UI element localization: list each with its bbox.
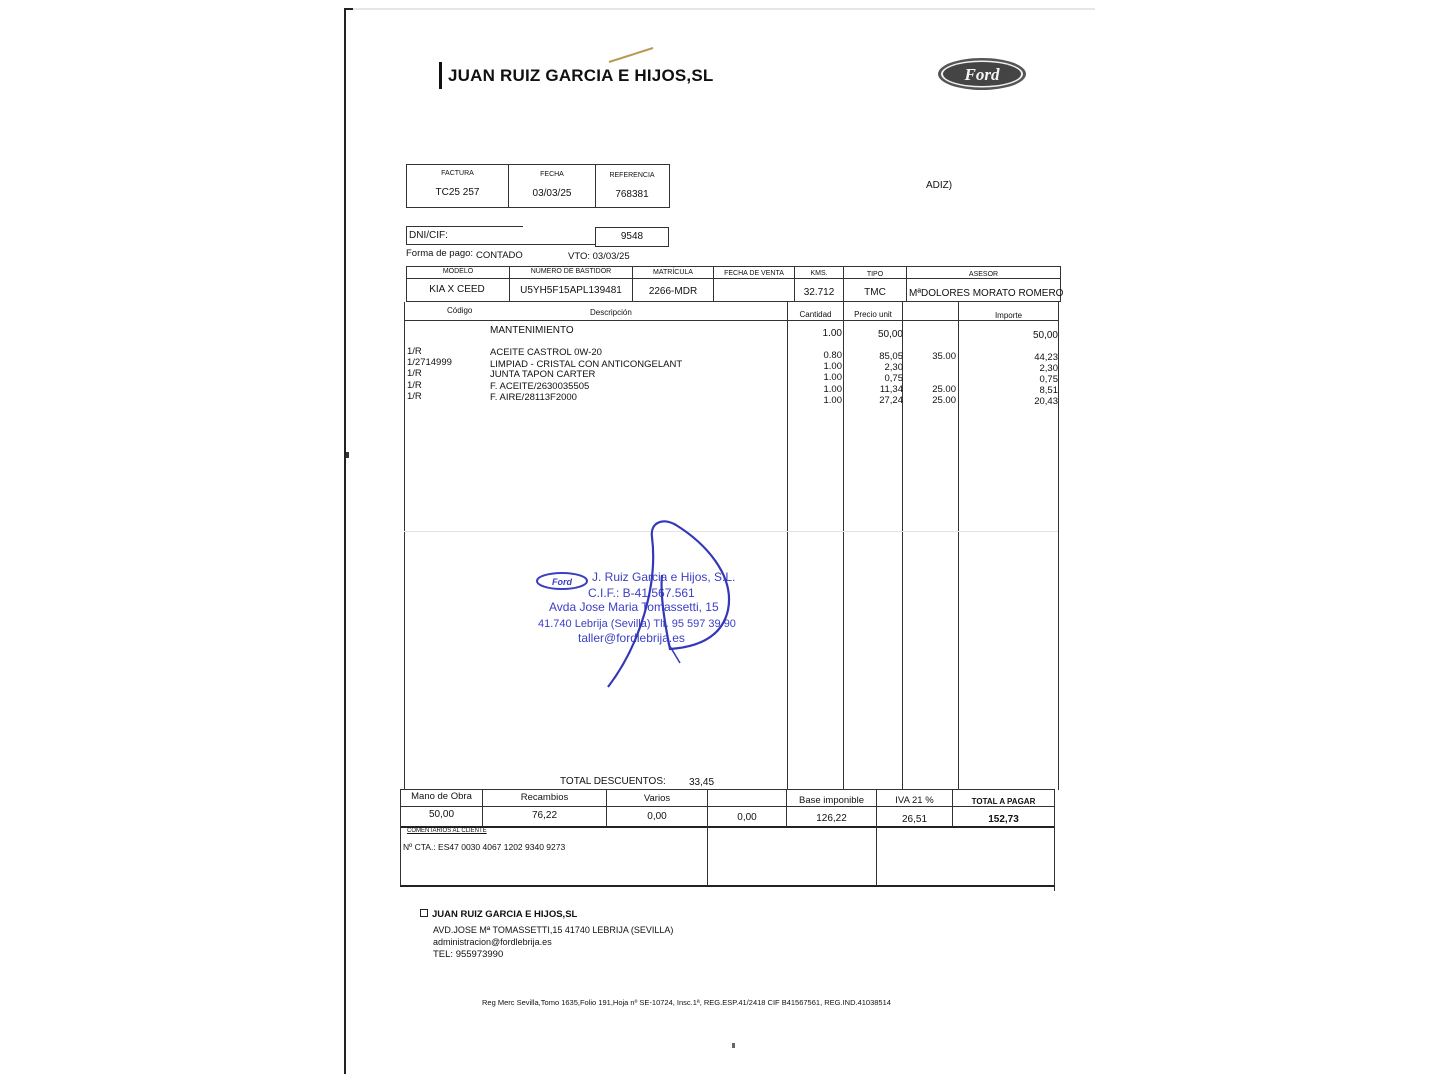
line-description: F. AIRE/28113F2000: [490, 392, 577, 403]
client-address-fragment: ADIZ): [926, 180, 953, 191]
line-description: ACEITE CASTROL 0W-20: [490, 347, 602, 358]
vehicle-sale-date-header: FECHA DE VENTA: [724, 270, 784, 277]
footer-email: administracion@fordlebrija.es: [433, 937, 552, 947]
line-description: LIMPIAD - CRISTAL CON ANTICONGELANT: [490, 359, 683, 370]
total-due-value: 152,73: [988, 814, 1019, 825]
vehicle-table-top: [406, 266, 1061, 267]
stamp-line: 41.740 Lebrija (Sevilla) Tlf. 95 597 39 90: [538, 618, 736, 630]
pencil-mark: [605, 44, 657, 66]
payment-method: CONTADO: [476, 250, 523, 261]
vehicle-table-header-line: [406, 278, 1061, 279]
lines-header-line: [404, 320, 1059, 321]
line-discount: 35.00: [932, 351, 956, 362]
ford-logo-text: Ford: [964, 65, 1000, 84]
parts-label: Recambios: [520, 792, 569, 803]
invoice-reference-label: REFERENCIA: [609, 172, 655, 179]
header-divider: [439, 62, 442, 89]
vat-label: IVA 21 %: [895, 795, 934, 806]
vehicle-plate: 2266-MDR: [648, 286, 698, 297]
invoice-number-label: FACTURA: [441, 170, 474, 177]
divider: [707, 789, 708, 886]
scan-mark: [346, 452, 349, 458]
line-description: JUNTA TAPON CARTER: [490, 369, 596, 380]
vehicle-chassis: U5YH5F15APL139481: [520, 285, 622, 296]
line-amount: 8,51: [1039, 385, 1058, 396]
payment-due-date: VTO: 03/03/25: [568, 251, 630, 262]
vehicle-table-bottom: [406, 301, 1061, 302]
vehicle-advisor: MªDOLORES MORATO ROMERO: [909, 288, 1064, 299]
line-discount: 25.00: [932, 395, 956, 406]
footer-company: JUAN RUIZ GARCIA E HIJOS,SL: [432, 909, 578, 920]
dni-line-top: [406, 226, 523, 227]
company-stamp: [530, 515, 760, 690]
line-code: 1/2714999: [407, 357, 452, 368]
misc-value: 0,00: [647, 811, 667, 822]
line-description: F. ACEITE/2630035505: [490, 381, 590, 392]
line-quantity: 1.00: [823, 384, 842, 395]
line-code: 1/R: [407, 380, 422, 391]
line-quantity: 1.00: [823, 372, 842, 383]
discounts-label: TOTAL DESCUENTOS:: [560, 776, 666, 787]
misc-label: Varios: [643, 793, 671, 804]
totals-left-border: [400, 789, 401, 886]
line-description: MANTENIMIENTO: [490, 325, 574, 336]
amount-column-line: [958, 302, 959, 790]
scan-mark: [732, 1043, 735, 1048]
col-price-header: Precio unit: [854, 310, 892, 319]
line-price: 50,00: [877, 329, 903, 340]
payment-label: Forma de pago:: [406, 248, 474, 259]
invoice-reference: 768381: [615, 189, 649, 200]
other-value: 0,00: [737, 812, 757, 823]
vehicle-kms: 32.712: [803, 287, 835, 298]
vehicle-model-header: MODELO: [442, 268, 474, 275]
tax-base-label: Base imponible: [799, 795, 864, 806]
line-quantity: 1.00: [823, 361, 842, 372]
dni-value: 9548: [620, 231, 644, 242]
ford-logo: [937, 57, 1027, 91]
vehicle-type-header: TIPO: [866, 271, 884, 278]
totals-bottom-line: [400, 826, 1055, 828]
footer-phone: TEL: 955973990: [433, 949, 504, 960]
page-top-edge: [345, 8, 1095, 10]
stamp-ford-text: Ford: [552, 577, 572, 587]
line-code: 1/R: [407, 368, 422, 379]
line-amount: 2,30: [1039, 363, 1058, 374]
parts-value: 76,22: [531, 810, 558, 821]
labor-label: Mano de Obra: [411, 791, 472, 802]
company-name: JUAN RUIZ GARCIA E HIJOS,SL: [448, 66, 714, 85]
col-quantity-header: Cantidad: [799, 310, 832, 319]
invoice-number: TC25 257: [435, 187, 480, 198]
page-left-edge: [344, 8, 346, 1074]
footer-bullet: [420, 909, 428, 917]
line-discount: 25.00: [932, 384, 956, 395]
bank-account: Nº CTA.: ES47 0030 4067 1202 9340 9273: [403, 842, 566, 852]
line-code: 1/R: [407, 391, 422, 402]
page-corner-mark: [344, 8, 353, 10]
col-description-header: Descripción: [590, 308, 632, 317]
line-amount: 50,00: [1032, 330, 1058, 341]
lines-left-border: [404, 302, 405, 790]
line-quantity: 1.00: [822, 328, 842, 339]
line-amount: 0,75: [1039, 374, 1058, 385]
vehicle-chassis-header: NÚMERO DE BASTIDOR: [530, 268, 612, 275]
comments-bottom-line: [400, 885, 1055, 887]
line-price: 2,30: [884, 362, 903, 373]
vat-value: 26,51: [901, 814, 928, 825]
stamp-line: Avda Jose Maria Tomassetti, 15: [549, 600, 719, 614]
vehicle-plate-header: MATRÍCULA: [653, 269, 693, 276]
invoice-date-label: FECHA: [540, 171, 564, 178]
discounts-value: 33,45: [689, 777, 715, 788]
line-quantity: 0.80: [823, 350, 842, 361]
col-code-header: Código: [447, 306, 473, 315]
vehicle-type: TMC: [864, 287, 886, 298]
line-amount: 20,43: [1034, 396, 1058, 407]
dni-line-bottom: [406, 244, 596, 245]
line-amount: 44,23: [1034, 352, 1058, 363]
stamp-line: C.I.F.: B-41.567.561: [588, 586, 695, 600]
dni-line-left: [406, 226, 407, 244]
stamp-line: taller@fordlebrija.es: [578, 631, 685, 645]
invoice-date: 03/03/25: [532, 188, 572, 199]
line-price: 0,75: [884, 373, 903, 384]
lines-right-border: [1058, 302, 1059, 790]
stamp-line: J. Ruiz Garcia e Hijos, S.L.: [592, 570, 736, 584]
signature-tail: [668, 643, 680, 663]
col-amount-header: Importe: [994, 311, 1023, 320]
totals-header-line: [400, 806, 1055, 807]
line-quantity: 1.00: [823, 395, 842, 406]
line-price: 11,34: [879, 384, 903, 395]
line-code: 1/R: [407, 346, 422, 357]
tax-base-value: 126,22: [816, 813, 847, 824]
line-price: 85,05: [879, 351, 903, 362]
comments-label: COMENTARIOS AL CLIENTE: [407, 828, 487, 834]
dni-label: DNI/CIF:: [409, 230, 448, 241]
totals-top-line: [400, 789, 1055, 790]
vehicle-kms-header: KMS.: [810, 270, 828, 277]
total-due-label: TOTAL A PAGAR: [971, 797, 1036, 806]
totals-right-border: [1054, 789, 1055, 891]
line-price: 27,24: [879, 395, 903, 406]
registry-info: Reg Merc Sevilla,Tomo 1635,Folio 191,Hoja nº SE-10724, Insc.1ª, REG.ESP.41/2418 CIF B41567561, REG.IND.41038514: [482, 998, 891, 1007]
vehicle-model: KIA X CEED: [429, 284, 485, 295]
labor-value: 50,00: [428, 809, 455, 820]
vehicle-advisor-header: ASESOR: [968, 271, 999, 278]
footer-address: AVD.JOSE Mª TOMASSETTI,15 41740 LEBRIJA (SEVILLA): [433, 925, 674, 935]
